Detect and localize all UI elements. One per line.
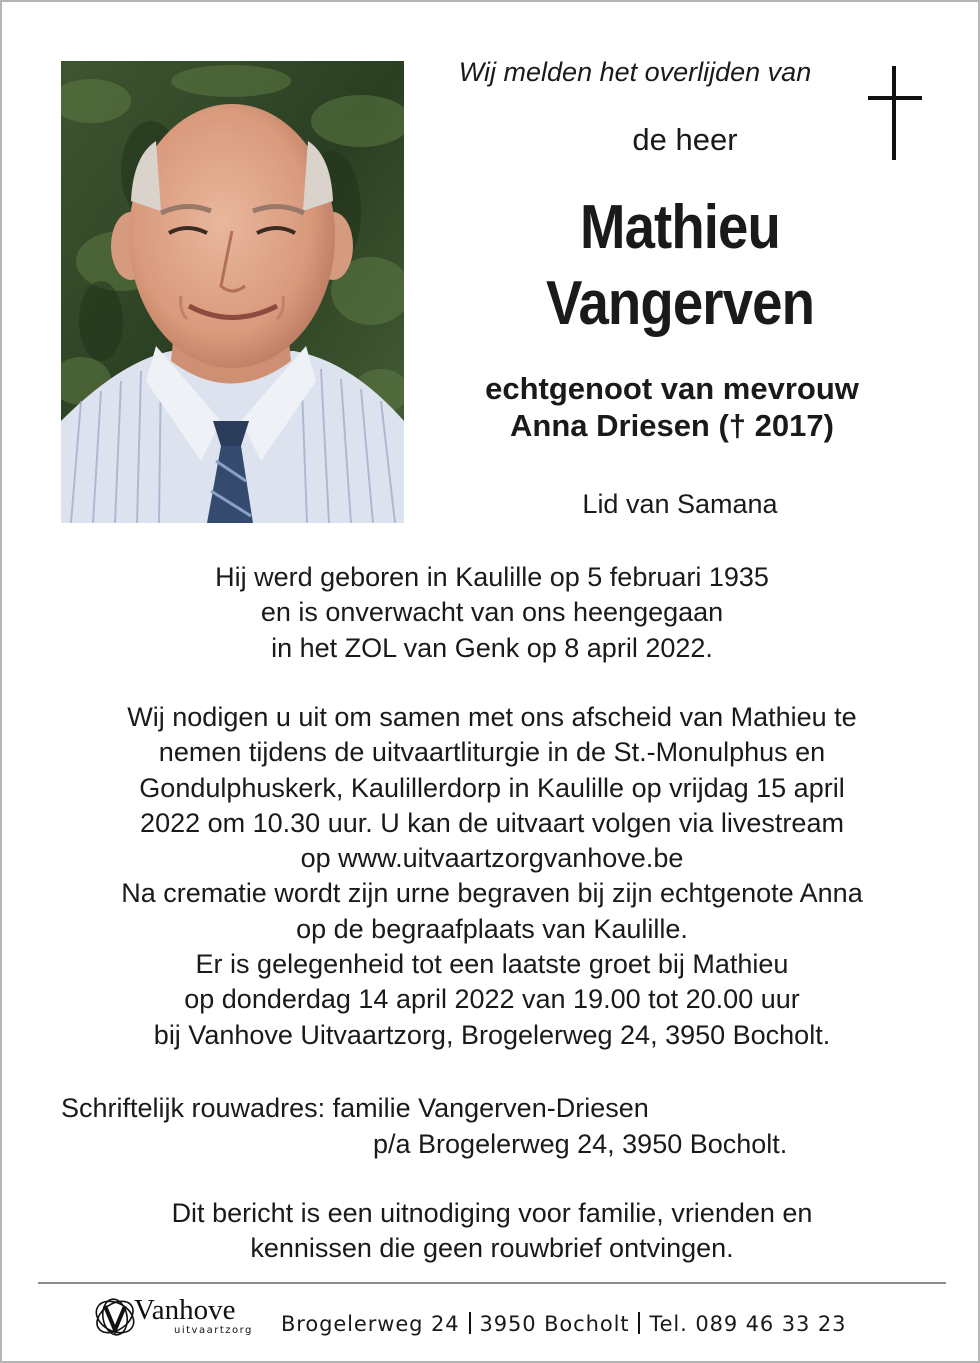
vanhove-logo-icon [90, 1292, 140, 1342]
text-line: bij Vanhove Uitvaartzorg, Brogelerweg 24, 3950 Bocholt. [153, 1019, 831, 1050]
brand-name: Vanhove [134, 1294, 236, 1326]
first-name: Mathieu [580, 193, 780, 262]
spouse-info [422, 370, 922, 444]
text-line: Dit bericht is een uitnodiging voor familie, vrienden en [171, 1198, 813, 1228]
contact-line [281, 1312, 921, 1336]
text-line: Hij werd geboren in Kaulille op 5 februari 1935 [215, 562, 769, 592]
website-line: op www.uitvaartzorgvanhove.be [300, 843, 684, 874]
notice-paragraph [42, 1196, 942, 1267]
street: Brogelerweg 24 [281, 1312, 460, 1336]
address-line: Schriftelijk rouwadres: familie Vangerven-Driesen [61, 1093, 649, 1123]
text-line: Wij nodigen u uit om samen met ons afscheid van Mathieu te [127, 702, 857, 732]
text-line: op donderdag 14 april 2022 van 19.00 tot 20.00 uur [184, 984, 800, 1015]
portrait-photo [61, 61, 404, 523]
text-line: en is onverwacht van ons heengegaan [260, 597, 724, 628]
footer-divider [38, 1282, 946, 1284]
text-line: in het ZOL van Genk op 8 april 2022. [271, 632, 713, 663]
funeral-home-logo [90, 1290, 270, 1346]
city: 3950 Bocholt [479, 1312, 630, 1336]
announcement-intro: Wij melden het overlijden van [458, 57, 812, 87]
spouse-line: echtgenoot van mevrouw [485, 371, 859, 406]
address-line: p/a Brogelerweg 24, 3950 Bocholt. [373, 1128, 788, 1159]
text-line: nemen tijdens de uitvaartliturgie in de St.-Monulphus en [158, 737, 826, 768]
separator [638, 1312, 640, 1334]
last-name: Vangerven [545, 269, 815, 338]
deceased-name [453, 190, 907, 342]
ceremony-paragraph [42, 700, 942, 1053]
mourning-address [61, 1091, 881, 1162]
membership: Lid van Samana [582, 489, 778, 519]
text-line: Er is gelegenheid tot een laatste groet bij Mathieu [195, 949, 789, 980]
brand-subtitle: uitvaartzorg [174, 1325, 253, 1336]
text-line: Na crematie wordt zijn urne begraven bij zijn echtgenote Anna [121, 878, 863, 909]
birth-death-paragraph [42, 560, 942, 666]
text-line: 2022 om 10.30 uur. U kan de uitvaart volgen via livestream [140, 807, 844, 838]
spouse-line: Anna Driesen († 2017) [510, 408, 834, 443]
phone: Tel. 089 46 33 23 [649, 1312, 847, 1336]
salutation: de heer [632, 122, 738, 157]
text-line: Gondulphuskerk, Kaulillerdorp in Kaulille op vrijdag 15 april [139, 772, 845, 803]
text-line: op de begraafplaats van Kaulille. [296, 913, 688, 944]
text-line: kennissen die geen rouwbrief ontvingen. [250, 1233, 734, 1264]
separator [469, 1312, 471, 1334]
